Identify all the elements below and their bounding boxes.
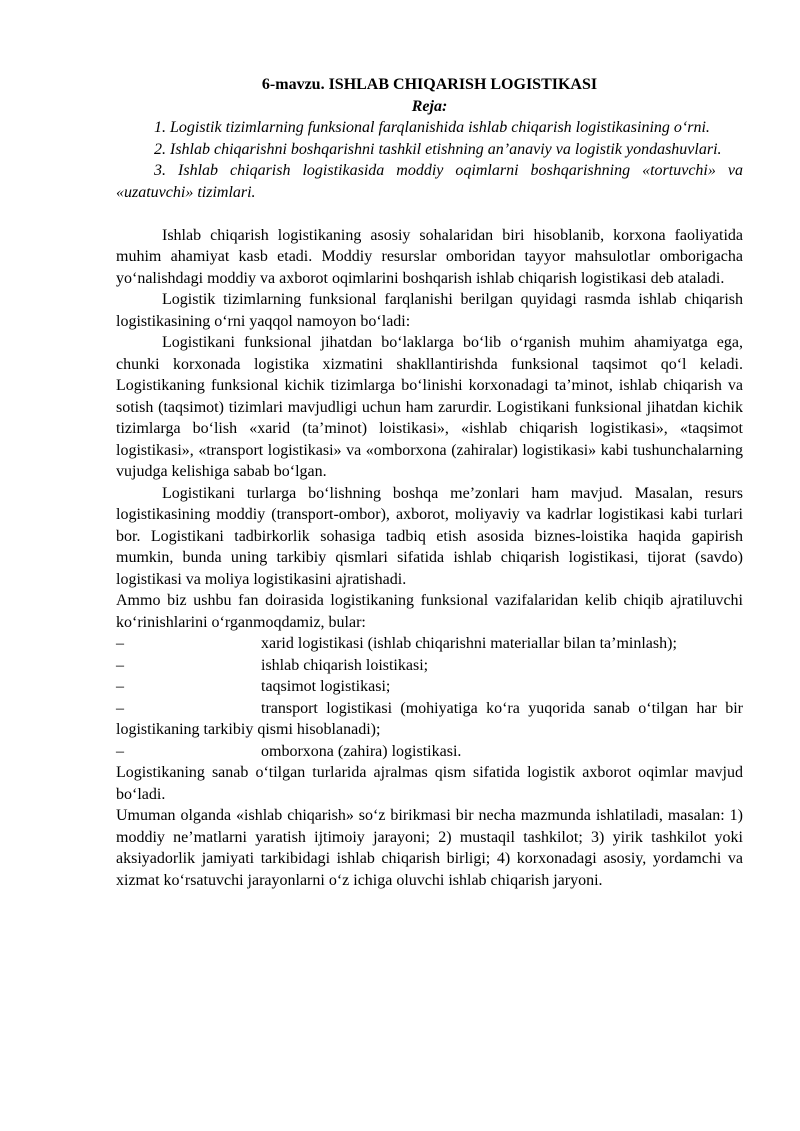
- plan-item: 1. Logistik tizimlarning funksional farqlanishida ishlab chiqarish logistikasining o‘rni.: [154, 119, 710, 136]
- list-item-text: ishlab chiqarish loistikasi;: [261, 656, 429, 674]
- list-item: [116, 655, 743, 677]
- plan-heading: Reja:: [411, 97, 448, 115]
- plan-item: 2. Ishlab chiqarishni boshqarishni tashkil etishning an’anaviy va logistik yondashuvlari.: [154, 140, 722, 158]
- document-page: [116, 74, 743, 891]
- list-item: [116, 741, 743, 763]
- list-item: [116, 676, 743, 698]
- document-title: 6-mavzu. ISHLAB CHIQARISH LOGISTIKASI: [261, 76, 598, 93]
- list-item-text: xarid logistikasi (ishlab chiqarishni materiallar bilan ta’minlash);: [261, 635, 677, 652]
- paragraph: Logistikaning sanab o‘tilgan turlarida ajralmas qism sifatida logistik axborot oqimlar mavjud bo‘ladi.: [116, 764, 743, 803]
- paragraph: Logistik tizimlarning funksional farqlanishi berilgan quyidagi rasmda ishlab chiqarish logistikasining o‘rni yaqqol namoyon bo‘ladi:: [116, 291, 743, 330]
- blank-line: [116, 203, 743, 225]
- list-item: [116, 698, 743, 741]
- paragraph: Logistikani funksional jihatdan bo‘laklarga bo‘lib o‘rganish muhim ahamiyatga ega, chunki korxonada logistika xizmatini shakllantirishda funksional taqsimot qo‘l keladi. Logistikaning funksional kichik tizimlarga bo‘linishi korxonadagi ta’minot, ishlab chiqarish va sotish (taqsimot) tizimlari mavjudligi uchun ham zarurdir. Logistikani funksional jihatdan kichik tizimlarga bo‘lish «xarid (ta’minot) loistikasi», «ishlab chiqarish logistikasi», «taqsimot logistikasi», «transport logistikasi» va «omborxona (zahiralar) logistikasi» kabi tushunchalarning vujudga kelishiga sabab bo‘lgan.: [116, 334, 743, 480]
- paragraph: Ishlab chiqarish logistikaning asosiy sohalaridan biri hisoblanib, korxona faoliyatida muhim ahamiyat kasb etadi. Moddiy resurslar omboridan tayyor mahsulotlar omborigacha yo‘nalishdagi moddiy va axborot oqimlarini boshqarish ishlab chiqarish logistikasi deb ataladi.: [116, 226, 743, 287]
- list-item-text: transport logistikasi (mohiyatiga ko‘ra yuqorida sanab o‘tilgan har bir logistikaning tarkibiy qismi hisoblanadi);: [116, 699, 743, 738]
- list-dash: –: [116, 678, 124, 695]
- paragraph: Ammo biz ushbu fan doirasida logistikaning funksional vazifalaridan kelib chiqib ajratiluvchi ko‘rinishlarini o‘rganmoqdamiz, bular:: [116, 592, 743, 631]
- list-dash: –: [116, 699, 124, 717]
- paragraph: Umuman olganda «ishlab chiqarish» so‘z birikmasi bir necha mazmunda ishlatiladi, masalan: 1) moddiy ne’matlarni yaratish ijtimoiy jarayoni; 2) mustaqil tashkilot; 3) yirik tashkilot yoki aksiyadorlik jamiyati tarkibidagi ishlab chiqarish birligi; 4) korxonadagi asosiy, yordamchi va xizmat ko‘rsatuvchi jarayonlarni o‘z ichiga oluvchi ishlab chiqarish jaryoni.: [116, 807, 743, 889]
- list-dash: –: [116, 742, 124, 760]
- paragraph: Logistikani turlarga bo‘lishning boshqa me’zonlari ham mavjud. Masalan, resurs logistikasining moddiy (transport-ombor), axborot, moliyaviy va kadrlar logistikasi kabi turlari bor. Logistikani tadbirkorlik sohasiga tadbiq etish asosida biznes-loistika haqida gapirish mumkin, bunda uning tarkibiy qismlari sifatida ishlab chiqarish logistikasi, tijorat (savdo) logistikasi va moliya logistikasini ajratishadi.: [116, 484, 743, 588]
- list-dash: –: [116, 635, 124, 652]
- plan-item: 3. Ishlab chiqarish logistikasida moddiy oqimlarni boshqarishning «tortuvchi» va «uzatuvchi» tizimlari.: [116, 162, 743, 201]
- list-dash: –: [116, 656, 124, 674]
- list-item-text: taqsimot logistikasi;: [261, 678, 391, 695]
- list-item: [116, 633, 743, 655]
- list-item-text: omborxona (zahira) logistikasi.: [261, 742, 462, 760]
